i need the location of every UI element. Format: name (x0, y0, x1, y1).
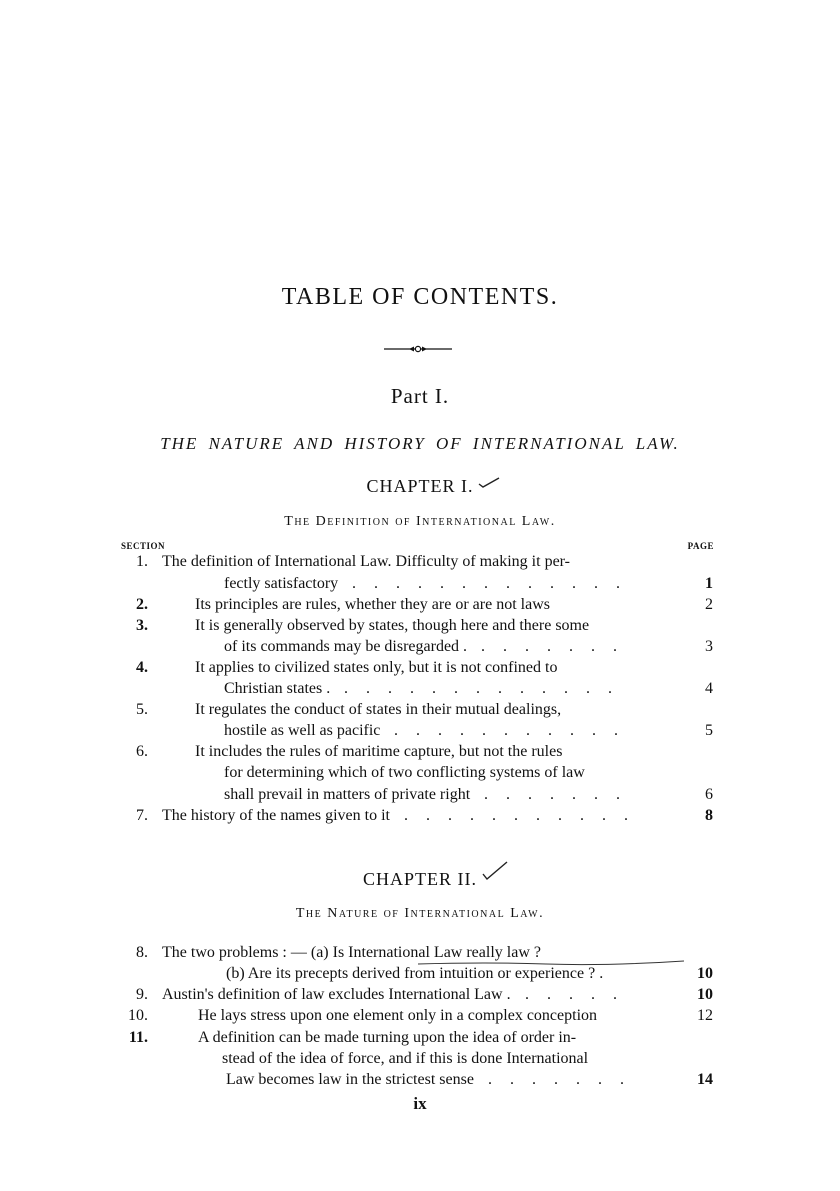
toc-line (0, 680, 840, 701)
entry-text: of its commands may be disregarded . (224, 638, 468, 655)
entry-text: It includes the rules of maritime capture, but not the rules (195, 743, 563, 760)
section-number: 8. (136, 944, 148, 961)
part-heading: Part I. (390, 384, 450, 408)
entry-text: Christian states . (224, 680, 331, 697)
dot-leader: ........... (394, 722, 636, 739)
toc-line (0, 596, 840, 617)
dot-leader: ....... (481, 638, 635, 655)
entry-text: The two problems : — (a) Is International Law really law ? (162, 944, 541, 961)
page-ref: 4 (705, 680, 713, 697)
pencil-underline-mark (416, 958, 686, 968)
entry-text: The definition of International Law. Difficulty of making it per- (162, 553, 570, 570)
toc-line (0, 743, 840, 764)
toc-line (0, 701, 840, 722)
toc-line (0, 1029, 840, 1050)
toc-line (0, 575, 840, 596)
page-ref: 6 (705, 786, 713, 803)
part-subtitle: THE NATURE AND HISTORY OF INTERNATIONAL LAW. (160, 434, 680, 453)
entry-text: shall prevail in matters of private right (224, 786, 471, 803)
chapter-2-label: CHAPTER II. (363, 869, 477, 889)
toc-line (0, 764, 840, 785)
entry-text: He lays stress upon one element only in a complex conception (198, 1007, 598, 1024)
entry-text: stead of the idea of force, and if this is done International (222, 1050, 589, 1067)
entry-text: hostile as well as pacific (224, 722, 381, 739)
toc-line (0, 1007, 840, 1028)
dot-leader: ....... (484, 786, 638, 803)
toc-line (0, 638, 840, 659)
entry-text: for determining which of two conflicting systems of law (224, 764, 585, 781)
section-number: 11. (128, 1029, 148, 1046)
dot-leader: ..... (525, 986, 635, 1003)
toc-line (0, 553, 840, 574)
entry-text: Austin's definition of law excludes International Law . (162, 986, 511, 1003)
dot-leader: ............. (344, 680, 630, 697)
page-ref: 12 (697, 1007, 713, 1024)
section-number: 2. (136, 596, 148, 613)
toc-line (0, 807, 840, 828)
entry-text: It is generally observed by states, though here and there some (195, 617, 590, 634)
toc-line (0, 1050, 840, 1071)
section-number: 7. (136, 807, 148, 824)
chapter-2-heading: The Nature of International Law. (295, 906, 545, 921)
page-ref: 10 (697, 986, 713, 1003)
entry-text: It regulates the conduct of states in their mutual dealings, (195, 701, 562, 718)
section-number: 6. (136, 743, 148, 760)
toc-line (0, 617, 840, 638)
section-number: 3. (136, 617, 148, 634)
toc-line (0, 786, 840, 807)
pencil-checkmark-icon (482, 860, 508, 882)
toc-line (0, 659, 840, 680)
dot-leader: ............. (352, 575, 638, 592)
chapter-1-label: CHAPTER I. (366, 476, 474, 496)
page-title: TABLE OF CONTENTS. (281, 284, 559, 310)
section-number: 4. (136, 659, 148, 676)
page-ref: 10 (697, 965, 713, 982)
section-number: 1. (136, 553, 148, 570)
dot-leader: ....... (488, 1071, 642, 1088)
page-number: ix (413, 1094, 427, 1113)
entry-text: (b) Are its precepts derived from intuition or experience ? . (226, 965, 604, 982)
page-ref: 3 (705, 638, 713, 655)
section-number: 10. (128, 1007, 148, 1024)
toc-line (0, 1071, 840, 1092)
dot-leader: ........... (404, 807, 646, 824)
entry-text: The history of the names given to it (162, 807, 390, 824)
entry-text: Law becomes law in the strictest sense (226, 1071, 474, 1088)
page-ref: 14 (697, 1071, 713, 1088)
entry-text: Its principles are rules, whether they are or are not laws (195, 596, 550, 613)
toc-line (0, 965, 840, 986)
page-column-header: PAGE (687, 541, 714, 551)
section-column-header: SECTION (121, 541, 166, 551)
page-ref: 2 (705, 596, 713, 613)
section-number: 9. (136, 986, 148, 1003)
entry-text: A definition can be made turning upon the idea of order in- (198, 1029, 577, 1046)
pencil-checkmark-icon (478, 476, 500, 490)
toc-line (0, 986, 840, 1007)
ornament-divider-icon (382, 342, 454, 356)
page-ref: 8 (705, 807, 713, 824)
page-ref: 5 (705, 722, 713, 739)
entry-text: It applies to civilized states only, but it is not confined to (195, 659, 558, 676)
page-ref: 1 (705, 575, 713, 592)
chapter-1-heading: The Definition of International Law. (284, 514, 556, 529)
section-number: 5. (136, 701, 148, 718)
toc-line (0, 722, 840, 743)
entry-text: fectly satisfactory (224, 575, 339, 592)
